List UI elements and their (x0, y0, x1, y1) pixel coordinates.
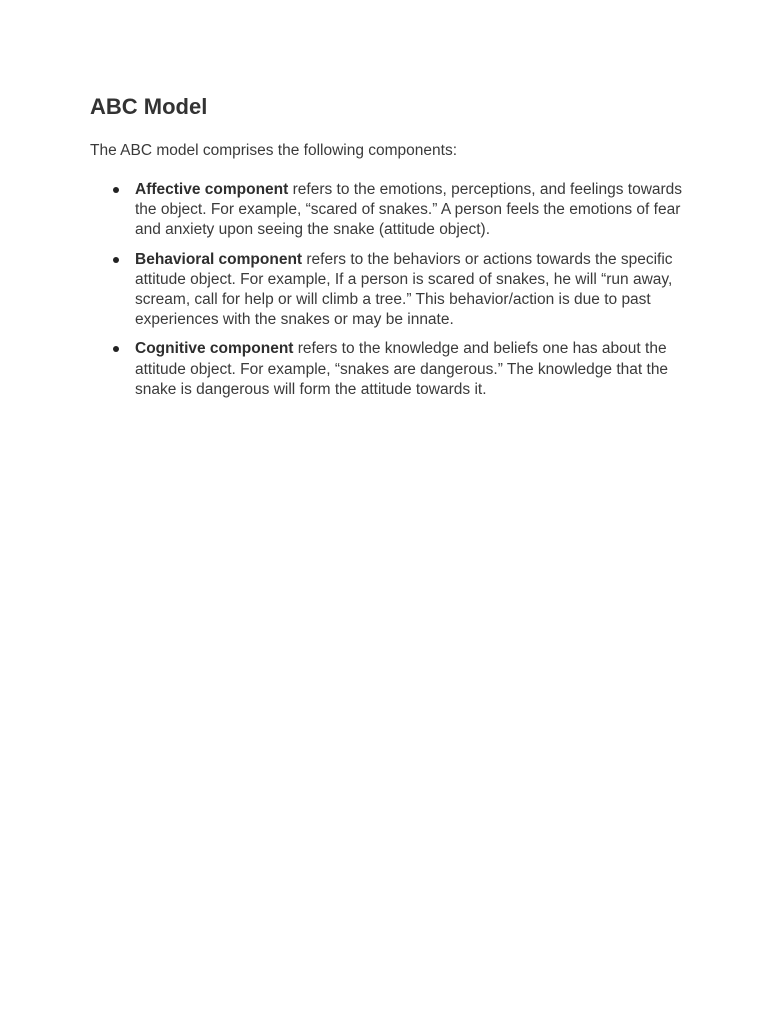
intro-paragraph: The ABC model comprises the following components: (90, 142, 458, 159)
document-page (90, 0, 690, 409)
bullet-icon (113, 187, 119, 193)
components-list (90, 180, 690, 400)
bullet-icon (113, 346, 119, 352)
list-item-behavioral (90, 250, 690, 331)
term-description: refers to the behaviors or actions towards the specific attitude object. For example, If a person is scared of snakes, he will “run away, scream, call for help or will climb a tree.” This behavior/action is due to past experiences with the snakes or may be innate. (135, 250, 673, 329)
bullet-icon (113, 257, 119, 263)
list-item-cognitive (90, 339, 690, 400)
term-description: refers to the emotions, perceptions, and feelings towards the object. For example, “scared of snakes.” A person feels the emotions of fear and anxiety upon seeing the snake (attitude object). (135, 181, 683, 239)
term-description: refers to the knowledge and beliefs one has about the attitude object. For example, “snakes are dangerous.” The knowledge that the snake is dangerous will form the attitude towards it. (135, 340, 669, 398)
term-label: Behavioral component (135, 250, 303, 268)
page-title: ABC Model (90, 94, 208, 119)
list-item-affective (90, 180, 690, 241)
term-label: Affective component (135, 181, 289, 198)
term-label: Cognitive component (135, 340, 294, 358)
